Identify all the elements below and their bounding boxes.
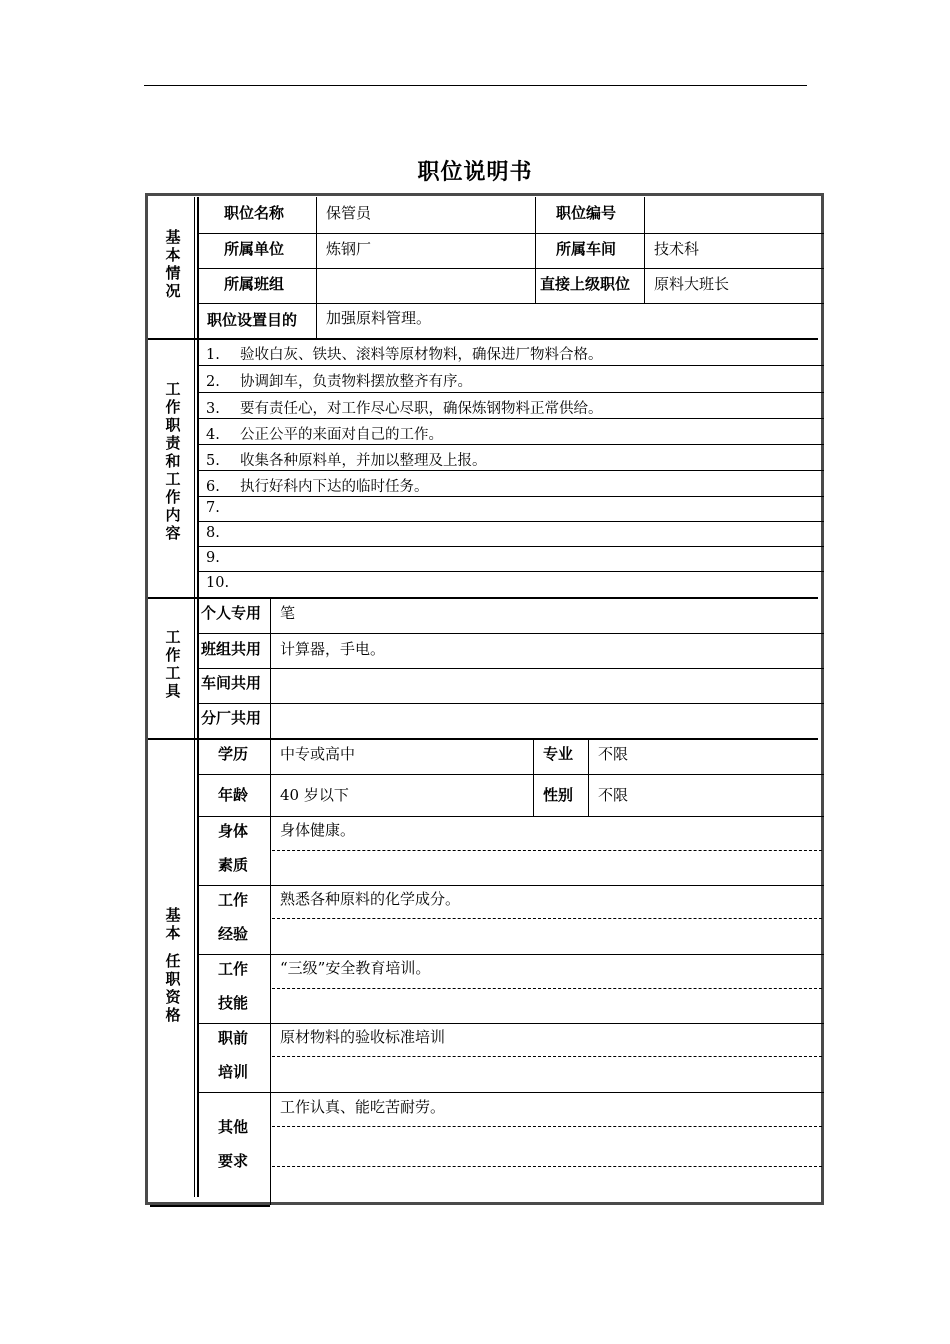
section-label-text: 基本情况 [165,228,181,300]
duty-num: 5. [206,453,220,469]
divider [194,739,195,1197]
section-divider [150,1205,270,1207]
divider [194,598,195,738]
divider [197,268,824,269]
workshop-label: 所属车间 [556,240,617,258]
duty-text: 协调卸车，负责物料摆放整齐有序。 [240,374,472,390]
divider [197,1092,824,1093]
header-rule [144,85,807,86]
dashed-line [272,1166,822,1167]
physical-value: 身体健康。 [280,821,356,839]
duty-num: 7. [206,500,220,516]
duty-text: 验收白灰、铁块、滚料等原材物料，确保进厂物料合格。 [240,347,603,363]
duty-text: 公正公平的来面对自己的工作。 [240,427,443,443]
education-value: 中专或高中 [280,745,356,763]
divider [197,470,824,471]
section-label-duties [163,380,183,542]
divider [197,339,199,598]
other-value: 工作认真、能吃苦耐劳。 [280,1098,446,1116]
divider [197,392,824,393]
section-divider [148,597,818,599]
duty-num: 4. [206,427,220,443]
duty-item [206,475,429,496]
divider [197,774,824,775]
tool-label-workshop: 车间共用 [201,674,262,692]
duty-item [206,397,603,418]
duty-num: 9. [206,550,220,566]
divider [197,633,824,634]
section-label-text: 任职资格 [165,952,181,1024]
training-label-2: 培训 [218,1063,249,1081]
duty-num: 1. [206,347,220,363]
divider [194,197,195,339]
section-label-tools [163,628,183,700]
other-label: 其他 [218,1118,249,1136]
divider [197,418,824,419]
experience-value: 熟悉各种原料的化学成分。 [280,890,461,908]
unit-value: 炼钢厂 [326,240,372,258]
major-label: 专业 [543,745,574,763]
section-label-qualifications-2 [163,952,183,1024]
dashed-line [272,988,822,989]
divider [270,739,271,1205]
duty-num: 10. [206,575,230,591]
duty-item [206,370,472,391]
gender-label: 性别 [543,786,574,804]
position-name-value: 保管员 [326,204,372,222]
divider [197,816,824,817]
training-value: 原材物料的验收标准培训 [280,1028,446,1046]
section-label-text: 工作职责和工作内容 [165,380,181,542]
position-name-label: 职位名称 [224,204,285,222]
duty-item [206,500,240,516]
other-label-2: 要求 [218,1152,249,1170]
page-title: 职位说明书 [417,160,533,185]
divider [197,668,824,669]
divider [197,365,824,366]
divider [197,739,199,1197]
age-value: 40 岁以下 [280,786,349,804]
duty-item [206,423,443,444]
section-divider [148,738,818,740]
experience-label: 工作 [218,891,249,909]
section-divider [148,338,818,340]
duty-num: 3. [206,401,220,417]
age-label: 年龄 [218,786,249,804]
divider [197,546,824,547]
skills-value: “三级”安全教育培训。 [280,959,431,977]
divider [588,739,589,816]
position-code-label: 职位编号 [556,204,617,222]
purpose-label: 职位设置目的 [207,311,298,329]
major-value: 不限 [598,745,629,763]
duty-text: 要有责任心，对工作尽心尽职，确保炼钢物料正常供给。 [240,401,603,417]
dashed-line [272,1056,822,1057]
duty-text: 执行好科内下达的临时任务。 [240,479,429,495]
duty-item [206,449,487,470]
education-label: 学历 [218,745,249,763]
divider [644,197,645,304]
divider [197,496,824,497]
divider [194,339,195,598]
skills-label-2: 技能 [218,994,249,1012]
section-label-qualifications [163,906,183,942]
tool-label-personal: 个人专用 [201,604,262,622]
skills-label: 工作 [218,960,249,978]
duty-num: 8. [206,525,220,541]
tool-value-personal: 笔 [280,604,296,622]
duty-num: 2. [206,374,220,390]
section-label-text: 基本 [165,906,181,942]
duty-item [206,550,240,566]
superior-label: 直接上级职位 [540,275,631,293]
duty-item [206,525,240,541]
duty-item [206,575,240,591]
tool-label-team: 班组共用 [201,640,262,658]
divider [197,303,824,304]
physical-label: 身体 [218,822,249,840]
physical-label-2: 素质 [218,856,249,874]
divider [197,233,824,234]
experience-label-2: 经验 [218,925,249,943]
duty-item [206,343,603,364]
superior-value: 原料大班长 [654,275,730,293]
divider [197,571,824,572]
divider [197,703,824,704]
duty-num: 6. [206,479,220,495]
section-label-basic [163,228,183,300]
workshop-value: 技术科 [654,240,700,258]
divider [197,954,824,955]
purpose-value: 加强原料管理。 [326,309,432,327]
duty-text: 收集各种原料单，并加以整理及上报。 [240,453,487,469]
dashed-line [272,850,822,851]
divider [197,1023,824,1024]
tool-label-branch: 分厂共用 [201,709,262,727]
divider [197,885,824,886]
divider [197,521,824,522]
divider [197,444,824,445]
gender-value: 不限 [598,786,629,804]
section-label-text: 工作工具 [165,628,181,700]
dashed-line [272,1126,822,1127]
unit-label: 所属单位 [224,240,285,258]
team-label: 所属班组 [224,275,285,293]
divider [535,197,536,304]
divider [533,739,534,816]
training-label: 职前 [218,1029,249,1047]
tool-value-team: 计算器，手电。 [280,640,386,658]
dashed-line [272,918,822,919]
